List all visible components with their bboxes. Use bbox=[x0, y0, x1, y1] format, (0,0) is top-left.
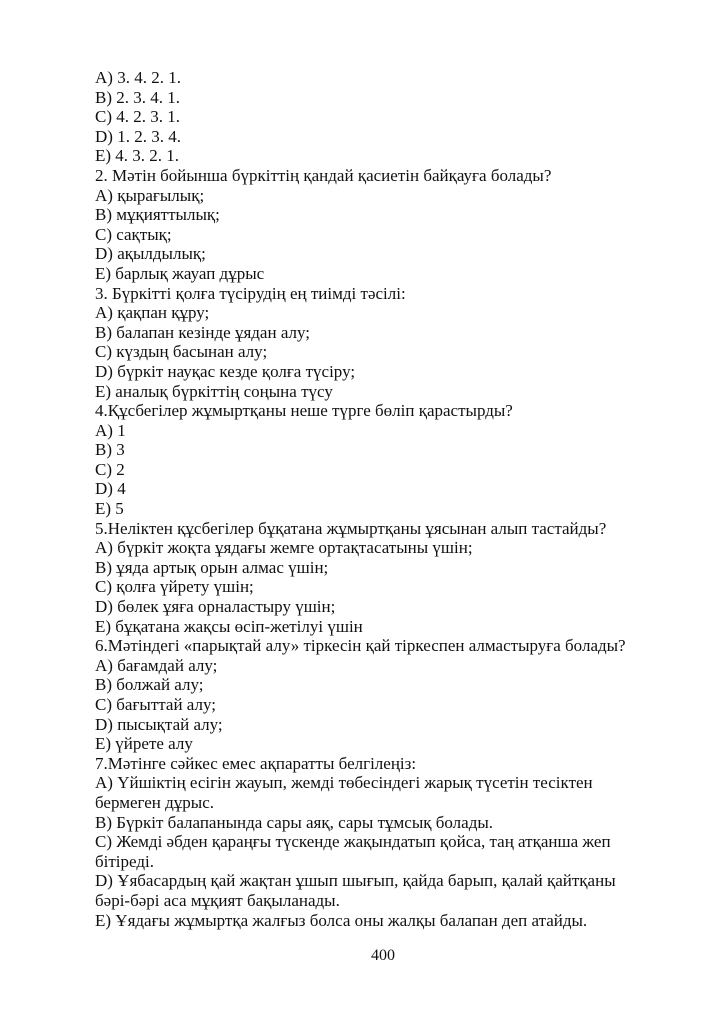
answer-option: C) Жемді әбден қараңғы түскенде жақындатып қойса, таң атқанша жеп бітіреді. bbox=[95, 832, 611, 871]
answer-option: B) болжай алу; bbox=[95, 675, 204, 695]
answer-option: D) бүркіт науқас кезде қолға түсіру; bbox=[95, 361, 356, 381]
answer-option: D) пысықтай алу; bbox=[95, 714, 223, 734]
question-block bbox=[95, 519, 645, 637]
answer-option: D) бөлек ұяға орналастыру үшін; bbox=[95, 597, 336, 617]
question-block bbox=[95, 68, 645, 166]
question-block bbox=[95, 166, 645, 284]
answer-option: C) 4. 2. 3. 1. bbox=[95, 107, 180, 127]
answer-option: D) 4 bbox=[95, 479, 126, 499]
answer-option: B) 2. 3. 4. 1. bbox=[95, 87, 180, 107]
answer-option: E) Ұядағы жұмыртқа жалғыз болса оны жалқы балапан деп атайды. bbox=[95, 910, 588, 930]
answer-option: E) 4. 3. 2. 1. bbox=[95, 146, 180, 166]
answer-option: A) 1 bbox=[95, 420, 126, 440]
answer-option: B) Бүркіт балапанында сары аяқ, сары тұмсық болады. bbox=[95, 812, 494, 832]
answer-option: E) бұқатана жақсы өсіп-жетілуі үшін bbox=[95, 616, 363, 636]
answer-option: E) барлық жауап дұрыс bbox=[95, 263, 265, 283]
answer-option: D) ақылдылық; bbox=[95, 244, 206, 264]
question-text: 7.Мәтінге сәйкес емес ақпаратты белгілеңіз: bbox=[95, 753, 417, 773]
answer-option: E) аналық бүркіттің соңына түсу bbox=[95, 381, 333, 401]
question-text: 6.Мәтіндегі «парықтай алу» тіркесін қай тіркеспен алмастыруға болады? bbox=[95, 636, 626, 656]
answer-option: E) 5 bbox=[95, 499, 124, 519]
question-block bbox=[95, 401, 645, 519]
answer-option: D) 1. 2. 3. 4. bbox=[95, 126, 181, 146]
answer-option: C) күздың басынан алу; bbox=[95, 342, 268, 362]
question-block bbox=[95, 636, 645, 754]
answer-option: B) балапан кезінде ұядан алу; bbox=[95, 322, 310, 342]
answer-option: A) қақпан құру; bbox=[95, 303, 210, 323]
answer-option: D) Ұябасардың қай жақтан ұшып шығып, қайда барып, қалай қайтқаны бәрі-бәрі аса мұқият бақыланады. bbox=[95, 871, 616, 910]
answer-option: B) ұяда артық орын алмас үшін; bbox=[95, 557, 329, 577]
answer-option: A) бүркіт жоқта ұядағы жемге ортақтасатыны үшін; bbox=[95, 538, 473, 558]
answer-option: C) бағыттай алу; bbox=[95, 695, 216, 714]
answer-option: A) қырағылық; bbox=[95, 185, 205, 205]
answer-option: B) мұқияттылық; bbox=[95, 205, 220, 225]
question-text: 2. Мәтін бойынша бүркіттің қандай қасиетін байқауға болады? bbox=[95, 165, 552, 185]
question-text: 5.Неліктен құсбегілер бұқатана жұмыртқаны ұясынан алып тастайды? bbox=[95, 518, 607, 538]
answer-option: A) Үйшіктің есігін жауып, жемді төбесіндегі жарық түсетін тесіктен бермеген дұрыс. bbox=[95, 773, 593, 812]
answer-option: A) бағамдай алу; bbox=[95, 655, 218, 675]
answer-option: E) үйрете алу bbox=[95, 734, 193, 754]
answer-option: C) сақтық; bbox=[95, 224, 172, 244]
question-block bbox=[95, 754, 645, 930]
question-text: 4.Құсбегілер жұмыртқаны неше түрге бөліп қарастырды? bbox=[95, 401, 513, 421]
question-block bbox=[95, 284, 645, 402]
document-page-body bbox=[95, 68, 645, 930]
question-text: 3. Бүркітті қолға түсірудің ең тиімді тәсілі: bbox=[95, 283, 406, 303]
answer-option: A) 3. 4. 2. 1. bbox=[95, 68, 181, 87]
page-number: 400 bbox=[371, 947, 395, 964]
answer-option: B) 3 bbox=[95, 440, 125, 460]
answer-option: C) қолға үйрету үшін; bbox=[95, 577, 254, 597]
answer-option: C) 2 bbox=[95, 459, 125, 479]
